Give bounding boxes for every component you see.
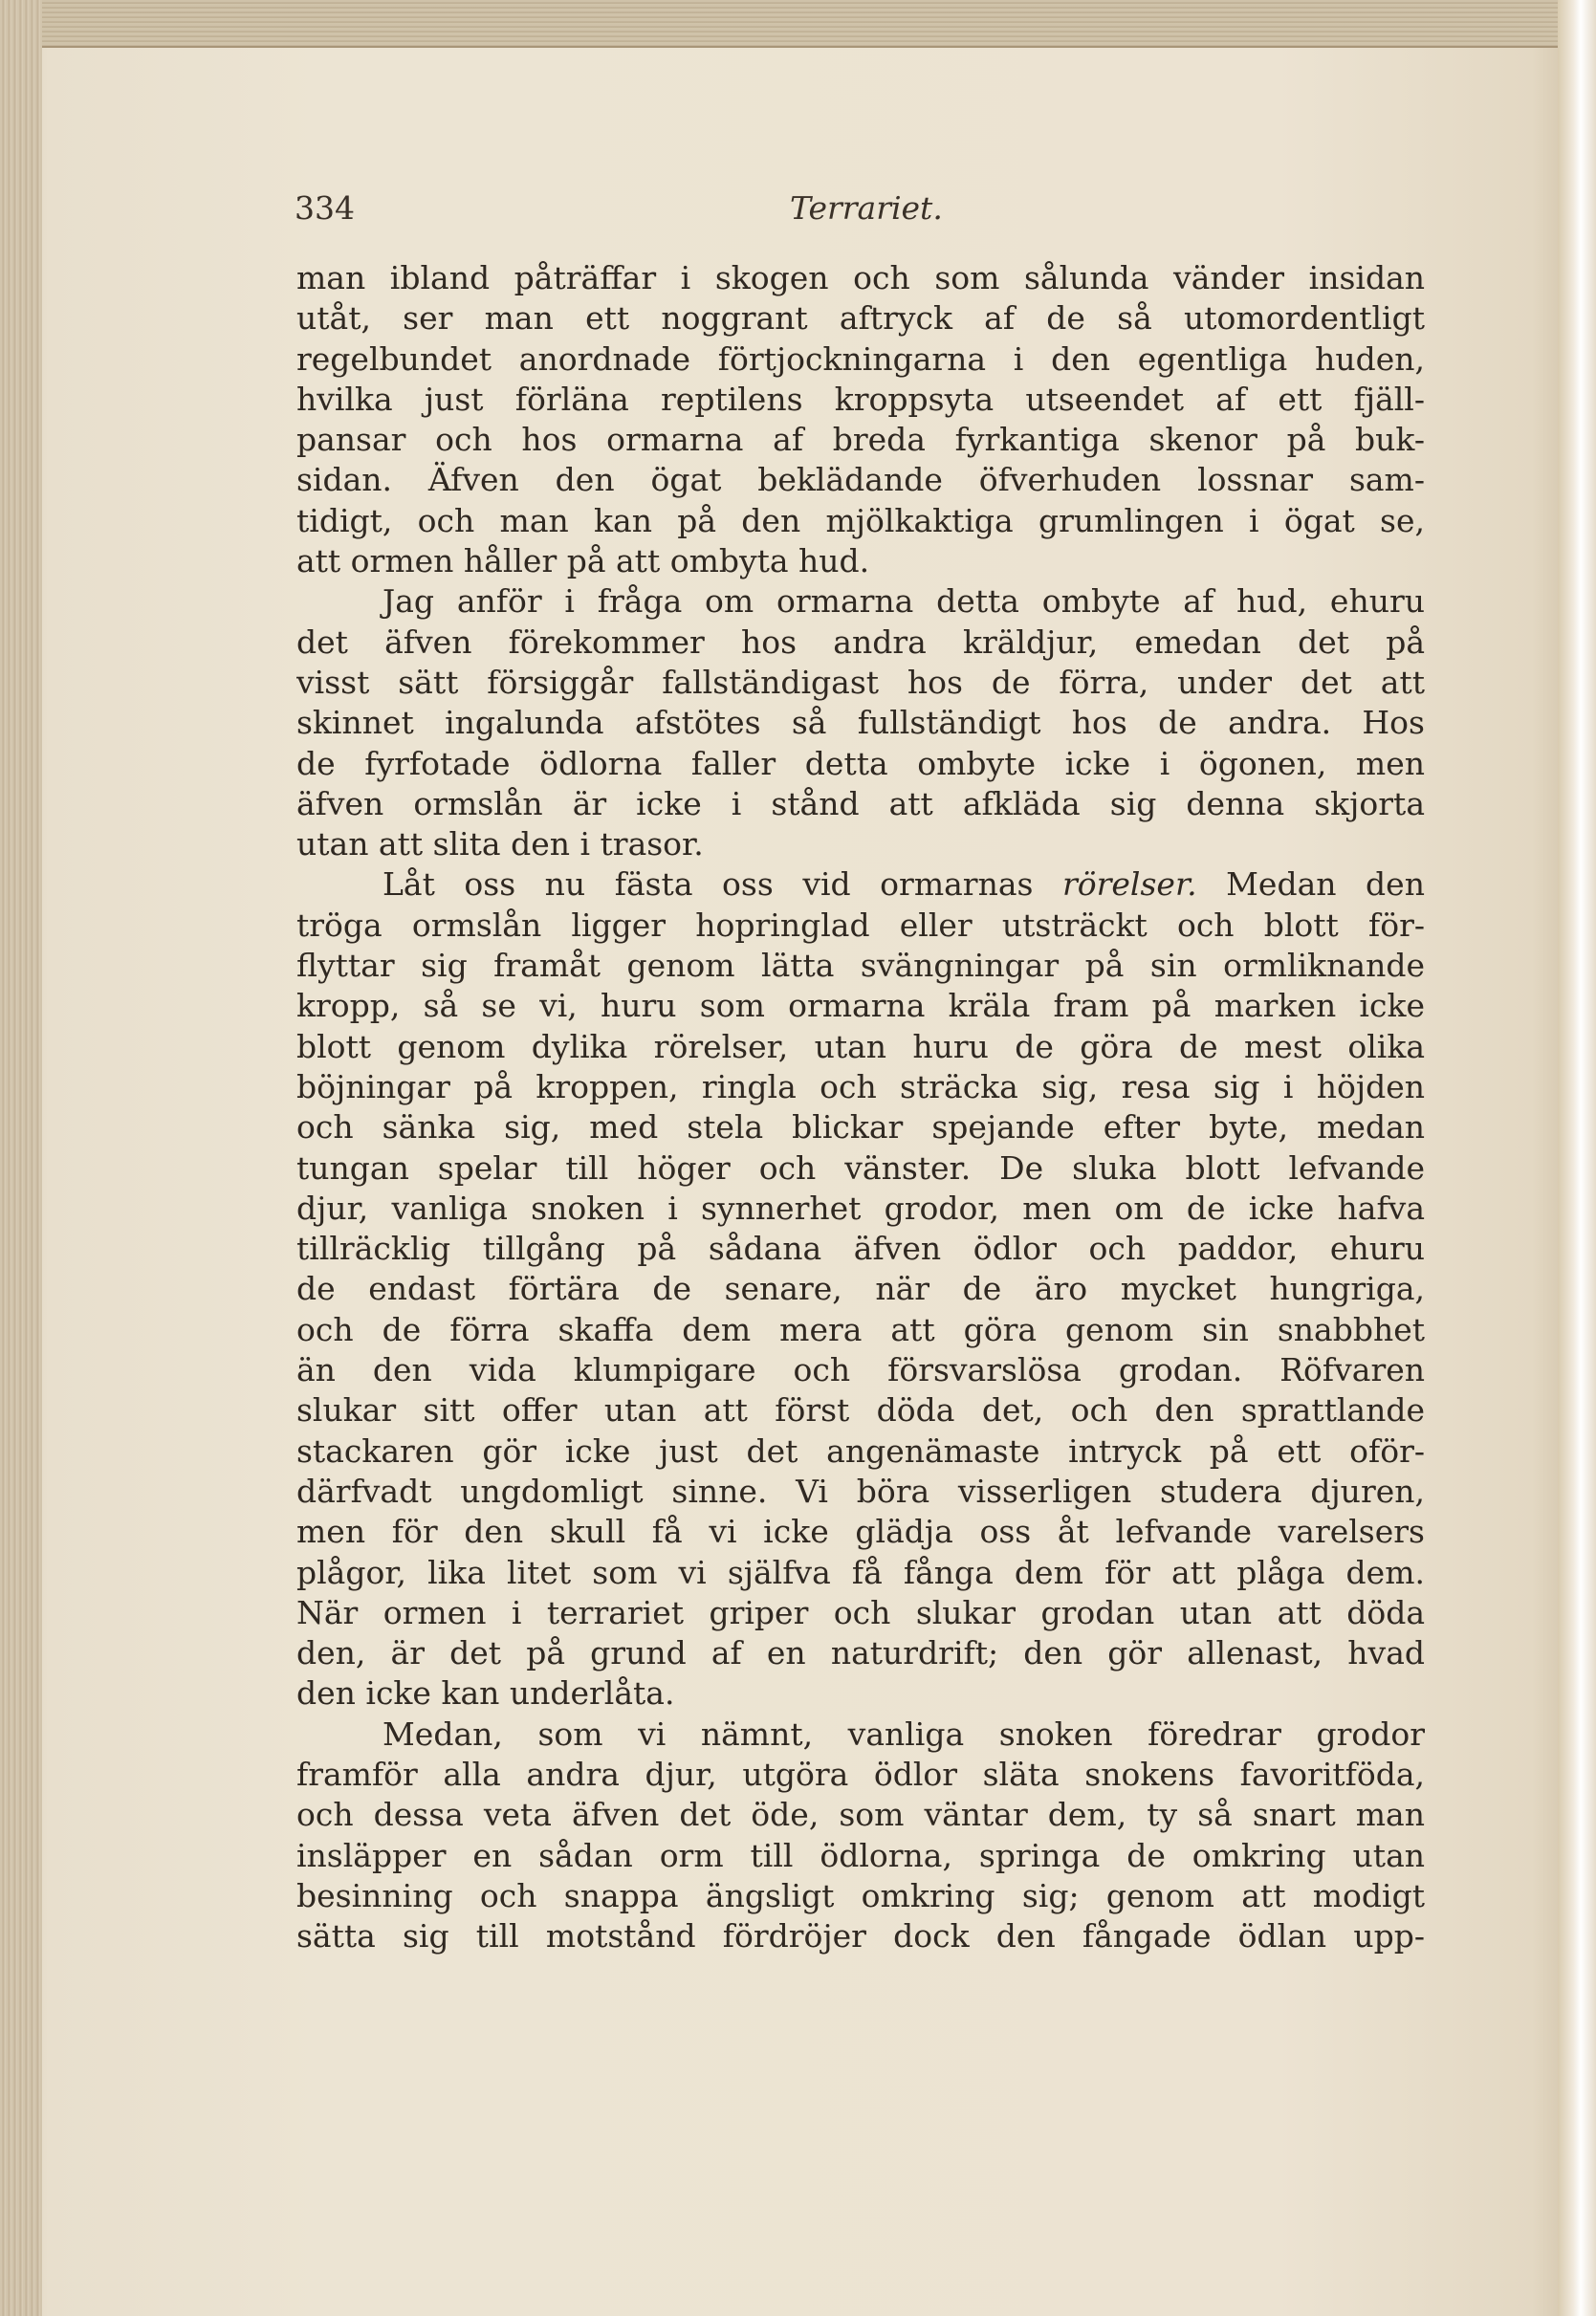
text-line: än den vida klumpigare och försvarslösa grodan. Röfvaren xyxy=(296,1351,1425,1389)
page-stack-left-edge xyxy=(0,0,42,2316)
text-line: utåt, ser man ett noggrant aftryck af de så utomordentligt xyxy=(296,299,1425,338)
text-line: visst sätt försiggår fallständigast hos de förra, under det att xyxy=(296,663,1425,701)
text-line: hvilka just förläna reptilens kroppsyta utseendet af ett fjäll- xyxy=(296,380,1425,418)
text-line: framför alla andra djur, utgöra ödlor släta snokens favoritföda, xyxy=(296,1755,1425,1793)
page-right-edge xyxy=(1558,0,1596,2316)
text-line: besinning och snappa ängsligt omkring sig; genom att modigt xyxy=(296,1876,1425,1914)
text-line: Jag anför i fråga om ormarna detta ombyte af hud, ehuru xyxy=(383,582,1425,621)
text-line: djur, vanliga snoken i synnerhet grodor, men om de icke hafva xyxy=(296,1189,1425,1227)
text-line: man ibland påträffar i skogen och som sålunda vänder insidan xyxy=(296,259,1425,296)
emphasized-word: rörelser. xyxy=(1061,865,1197,904)
text-line: och dessa veta äfven det öde, som väntar dem, ty så snart man xyxy=(296,1796,1425,1834)
text-line: tungan spelar till höger och vänster. De sluka blott lefvande xyxy=(296,1148,1425,1187)
text-line: att ormen håller på att ombyta hud. xyxy=(296,542,870,580)
page-number: 334 xyxy=(295,189,355,227)
text-line: skinnet ingalunda afstötes så fullständigt hos de andra. Hos xyxy=(296,704,1425,742)
text-segment: Medan den xyxy=(1226,865,1425,904)
text-line: tillräcklig tillgång på sådana äfven ödlor och paddor, ehuru xyxy=(296,1230,1425,1268)
text-line: flyttar sig framåt genom lätta svängningar på sin ormliknande xyxy=(296,947,1425,985)
text-line xyxy=(296,864,1425,905)
text-line: tröga ormslån ligger hopringlad eller utsträckt och blott för- xyxy=(296,906,1425,944)
text-line: därfvadt ungdomligt sinne. Vi böra visserligen studera djuren, xyxy=(296,1472,1425,1510)
text-line: och sänka sig, med stela blickar spejande efter byte, medan xyxy=(296,1108,1425,1147)
text-line: de fyrfotade ödlorna faller detta ombyte icke i ögonen, men xyxy=(296,744,1425,782)
text-line: och de förra skaffa dem mera att göra genom sin snabbhet xyxy=(296,1310,1425,1348)
text-line: pansar och hos ormarna af breda fyrkantiga skenor på buk- xyxy=(296,421,1425,459)
text-line: den, är det på grund af en naturdrift; den gör allenast, hvad xyxy=(296,1634,1425,1672)
text-line: de endast förtära de senare, när de äro mycket hungriga, xyxy=(296,1270,1425,1308)
text-line: sidan. Äfven den ögat beklädande öfverhuden lossnar sam- xyxy=(296,461,1425,499)
text-line: plågor, lika litet som vi själfva få fånga dem för att plåga dem. xyxy=(296,1553,1425,1591)
page-header xyxy=(295,189,1423,237)
text-line: det äfven förekommer hos andra kräldjur, emedan det på xyxy=(296,623,1425,661)
text-line: regelbundet anordnade förtjockningarna i den egentliga huden, xyxy=(296,339,1425,378)
text-line: böjningar på kroppen, ringla och sträcka sig, resa sig i höjden xyxy=(296,1067,1425,1105)
text-line: utan att slita den i trasor. xyxy=(296,825,704,863)
text-line: Medan, som vi nämnt, vanliga snoken föredrar grodor xyxy=(383,1715,1425,1753)
text-line: men för den skull få vi icke glädja oss åt lefvande varelsers xyxy=(296,1513,1425,1551)
text-line: blott genom dylika rörelser, utan huru de göra de mest olika xyxy=(296,1027,1425,1065)
text-line: den icke kan underlåta. xyxy=(296,1674,675,1713)
text-line: slukar sitt offer utan att först döda det, och den sprattlande xyxy=(296,1391,1425,1430)
text-line: stackaren gör icke just det angenämaste intryck på ett oför- xyxy=(296,1431,1425,1470)
text-line: När ormen i terrariet griper och slukar grodan utan att döda xyxy=(296,1593,1425,1631)
page-stack-top-edge xyxy=(0,0,1596,48)
body-text xyxy=(296,258,1425,1956)
text-line: äfven ormslån är icke i stånd att afkläda sig denna skjorta xyxy=(296,784,1425,822)
text-line: insläpper en sådan orm till ödlorna, springa de omkring utan xyxy=(296,1836,1425,1874)
text-line: kropp, så se vi, huru som ormarna kräla fram på marken icke xyxy=(296,987,1425,1025)
text-line: tidigt, och man kan på den mjölkaktiga grumlingen i ögat se, xyxy=(296,501,1425,539)
text-segment: Låt oss nu fästa oss vid ormarnas xyxy=(383,865,1034,904)
text-line: sätta sig till motstånd fördröjer dock den fångade ödlan upp- xyxy=(296,1917,1425,1955)
running-title: Terrariet. xyxy=(790,189,943,227)
